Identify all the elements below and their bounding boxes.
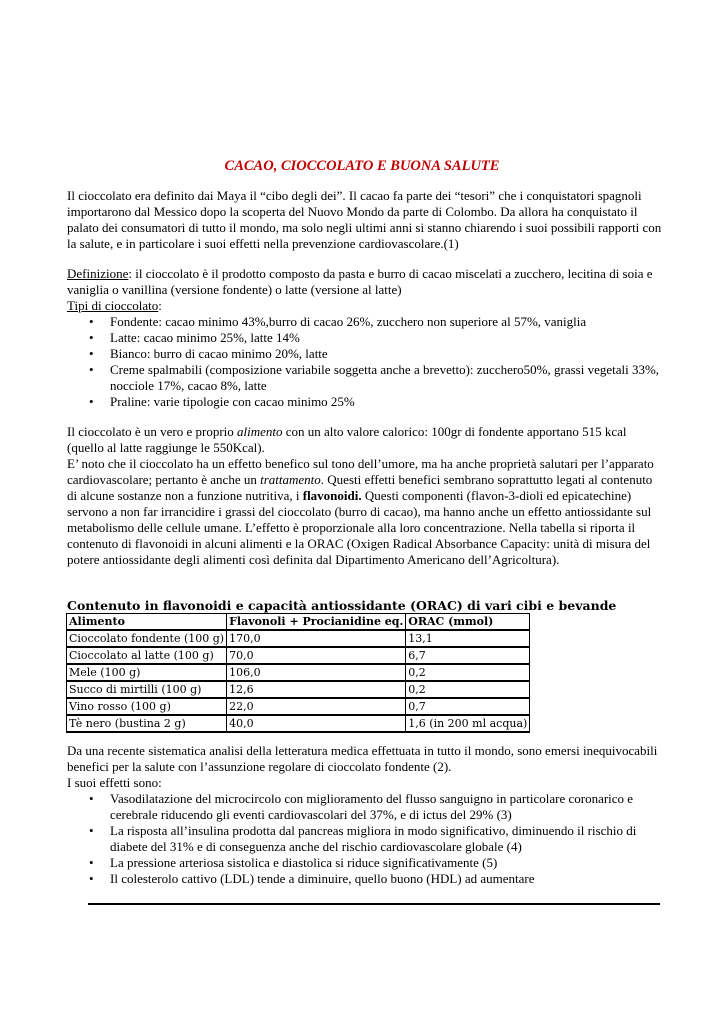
list-item: • Fondente: cacao minimo 43%,burro di cacao 26%, zucchero non superiore al 57%, vaniglia	[67, 314, 662, 330]
table-cell: 170,0	[227, 630, 406, 647]
table-cell: 22,0	[227, 698, 406, 715]
column-header: ORAC (mmol)	[406, 614, 530, 631]
table-cell: 12,6	[227, 681, 406, 698]
list-item: • Bianco: burro di cacao minimo 20%, latte	[67, 346, 662, 362]
table-cell: 0,2	[406, 681, 530, 698]
table-cell: 40,0	[227, 715, 406, 732]
emphasis-trattamento: trattamento	[260, 472, 321, 487]
table-row	[67, 647, 530, 664]
table-cell: Tè nero (bustina 2 g)	[67, 715, 227, 732]
emphasis-alimento: alimento	[237, 424, 283, 439]
footer-divider	[88, 903, 660, 905]
body-text: Il cioccolato è un vero e proprio	[67, 424, 238, 439]
body-text: . Questi effetti benefici sembrano soprattutto legati al contenuto di alcune sostanze non a funzione nutritiva, i	[67, 472, 653, 503]
orac-table	[66, 613, 530, 733]
document-title: CACAO, CIOCCOLATO E BUONA SALUTE	[224, 158, 500, 174]
effects-section	[67, 743, 662, 887]
list-item: • Praline: varie tipologie con cacao minimo 25%	[67, 394, 662, 410]
table-row	[67, 681, 530, 698]
types-label: Tipi di cioccolato	[67, 298, 159, 313]
table-cell: 1,6 (in 200 ml acqua)	[406, 715, 530, 732]
table-header-row	[67, 614, 530, 631]
list-item: • La pressione arteriosa sistolica e diastolica si riduce significativamente (5)	[67, 855, 662, 871]
flavonoid-paragraph	[67, 456, 662, 568]
types-heading	[67, 298, 662, 314]
effects-intro: Da una recente sistematica analisi della letteratura medica effettuata in tutto il mondo, sono emersi inequivocabili benefici per la salute con l’assunzione regolare di cioccolato fondente (2).	[67, 743, 658, 774]
body-text: Questi componenti (flavon-3-dioli ed epicatechine) servono a non far irrancidire i grassi del cioccolato (burro di cacao), ma hanno anche un effetto antiossidante sul metabolismo delle cellule umane. L’effetto è proporzionale alla loro concentrazione. Nella tabella si riporta il contenuto di flavonoidi in alcuni alimenti e la ORAC (Oxigen Radical Absorbance Capacity: unità di misura del potere antiossidante degli alimenti così definita dal Dipartimento Americano dell’Agricoltura).	[67, 488, 652, 567]
column-header: Alimento	[67, 614, 227, 631]
table-cell: Cioccolato al latte (100 g)	[67, 647, 227, 664]
body-text: E’ noto che il cioccolato ha un effetto benefico sul tono dell’umore, ma ha anche proprietà salutari per l’apparato cardiovascolare; pertanto è anche un	[67, 456, 654, 487]
definition-text: : il cioccolato è il prodotto composto da pasta e burro di cacao miscelati a zucchero, lecitina di soia e vaniglia o vanillina (versione fondente) o latte (versione al latte)	[67, 266, 653, 297]
types-suffix: :	[158, 298, 162, 313]
definition-paragraph	[67, 266, 662, 298]
body-text: con un alto valore calorico: 100gr di fondente apportano 515 kcal (quello al latte raggiunge le 550Kcal).	[67, 424, 627, 455]
table-row	[67, 715, 530, 732]
definition-label: Definizione	[67, 266, 129, 281]
definition-section	[67, 266, 662, 410]
table-cell: Vino rosso (100 g)	[67, 698, 227, 715]
effects-list	[67, 791, 662, 887]
effects-heading: I suoi effetti sono:	[67, 775, 162, 790]
table-row	[67, 698, 530, 715]
table-cell: 106,0	[227, 664, 406, 681]
list-item: • Vasodilatazione del microcircolo con miglioramento del flusso sanguigno in particolare coronarico e cerebrale riducendo gli eventi cardiovascolari del 37%, e di ictus del 29% (3)	[67, 791, 662, 823]
list-item: • Latte: cacao minimo 25%, latte 14%	[67, 330, 662, 346]
body-section	[67, 424, 662, 568]
list-item: • Creme spalmabili (composizione variabile soggetta anche a brevetto): zucchero50%, grassi vegetali 33%, nocciole 17%, cacao 8%, latte	[67, 362, 662, 394]
table-row	[67, 664, 530, 681]
table-row	[67, 630, 530, 647]
table-cell: 0,2	[406, 664, 530, 681]
types-list	[67, 314, 662, 410]
list-item: • Il colesterolo cattivo (LDL) tende a diminuire, quello buono (HDL) ad aumentare	[67, 871, 662, 887]
intro-paragraph: Il cioccolato era definito dai Maya il “cibo degli dei”. Il cacao fa parte dei “tesori” che i conquistatori spagnoli importarono dal Messico dopo la scoperta del Nuovo Mondo da parte di Colombo. Da allora ha conquistato il palato dei consumatori di tutto il mondo, ma solo negli ultimi anni si stanno chiarendo i suoi possibili rapporti con la salute, e in particolare i suoi effetti nella prevenzione cardiovascolare.(1)	[67, 188, 662, 251]
table-caption: Contenuto in flavonoidi e capacità antiossidante (ORAC) di vari cibi e bevande	[67, 598, 617, 613]
table-cell: 70,0	[227, 647, 406, 664]
calorie-paragraph	[67, 424, 662, 456]
table-cell: 6,7	[406, 647, 530, 664]
table-cell: Succo di mirtilli (100 g)	[67, 681, 227, 698]
table-cell: Cioccolato fondente (100 g)	[67, 630, 227, 647]
list-item: • La risposta all’insulina prodotta dal pancreas migliora in modo significativo, diminuendo il rischio di diabete del 31% e di conseguenza anche del rischio cardiovascolare globale (4)	[67, 823, 662, 855]
table-cell: 0,7	[406, 698, 530, 715]
table-cell: Mele (100 g)	[67, 664, 227, 681]
table-cell: 13,1	[406, 630, 530, 647]
column-header: Flavonoli + Procianidine eq.	[227, 614, 406, 631]
emphasis-flavonoidi: flavonoidi.	[302, 488, 362, 503]
